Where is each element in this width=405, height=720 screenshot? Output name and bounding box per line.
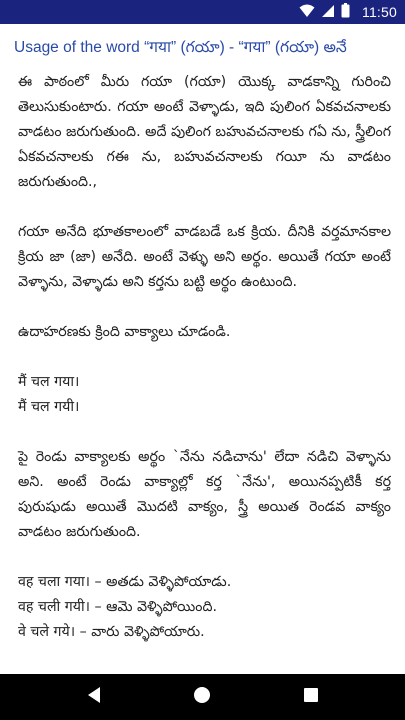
- paragraph-intro: ఈ పాఠంలో మీరు గయా (గయా) యొక్క వాడకాన్ని గురించి తెలుసుకుంటారు. గయా అంటే వెళ్ళాడు, ఇది పులింగ ఏకవచనాలకు వాడటం జరుగుతుంది. అదే పులింగ బహువచనాలకు గఏ ను, స్త్రీలింగ ఏకవచనాలకు గఈ ను, బహువచనాలకు గయీ ను వాడటం జరుగుతుంది.,: [18, 74, 391, 190]
- example-sentence: मैं चल गयी।: [18, 399, 80, 415]
- paragraph-explanation: గయా అనేది భూతకాలంలో వాడబడే ఒక క్రియ. దీనికి వర్తమానకాల క్రియ జా (జా) అనేది. అంటే వెళ్ళు అని అర్థం. అయితే గయా అంటే వెళ్ళాను, వెళ్ళాడు అని కర్తను బట్టి అర్థం ఉంటుంది.: [18, 224, 391, 290]
- home-icon: [193, 686, 211, 708]
- home-button[interactable]: [182, 677, 222, 717]
- signal-icon: [321, 3, 335, 22]
- recents-button[interactable]: [291, 677, 331, 717]
- wifi-icon: [299, 3, 315, 22]
- recents-icon: [303, 687, 319, 707]
- back-button[interactable]: [74, 677, 114, 717]
- example-sentence: वह चला गया। – అతడు వెళ్ళిపోయాడు.: [18, 574, 232, 590]
- paragraph-meaning: పై రెండు వాక్యాలకు అర్థం `నేను నడిచాను' లేదా నడిచి వెళ్ళాను అని. అంటే రెండు వాక్యాల్లో కర్త `నేను', అయినప్పటికీ కర్త పురుషుడు అయితే మొదటి వాక్యం, స్త్రీ అయిత రెండవ వాక్యం వాడటం జరుగుతుంది.: [18, 449, 391, 540]
- title-bar: [0, 24, 405, 70]
- example-block-2: [18, 570, 391, 645]
- navigation-bar: [0, 674, 405, 720]
- status-icons: [299, 3, 397, 22]
- paragraph-examples-intro: ఉదాహరణకు క్రింది వాక్యాలు చూడండి.: [18, 324, 231, 340]
- example-sentence: मैं चल गया।: [18, 374, 80, 390]
- lesson-content[interactable]: [0, 70, 405, 674]
- example-sentence: वह चली गयी। – ఆమె వెళ్ళిపోయింది.: [18, 599, 217, 615]
- example-block-1: [18, 370, 391, 420]
- battery-icon: [341, 3, 350, 22]
- back-icon: [86, 686, 102, 708]
- example-sentence: वे चले गये। – వారు వెళ్ళిపోయారు.: [18, 624, 205, 640]
- status-bar: [0, 0, 405, 24]
- page-title: Usage of the word “गया” (గయా) - “गया” (గయా) అనే: [14, 38, 347, 56]
- status-time: 11:50: [362, 4, 397, 20]
